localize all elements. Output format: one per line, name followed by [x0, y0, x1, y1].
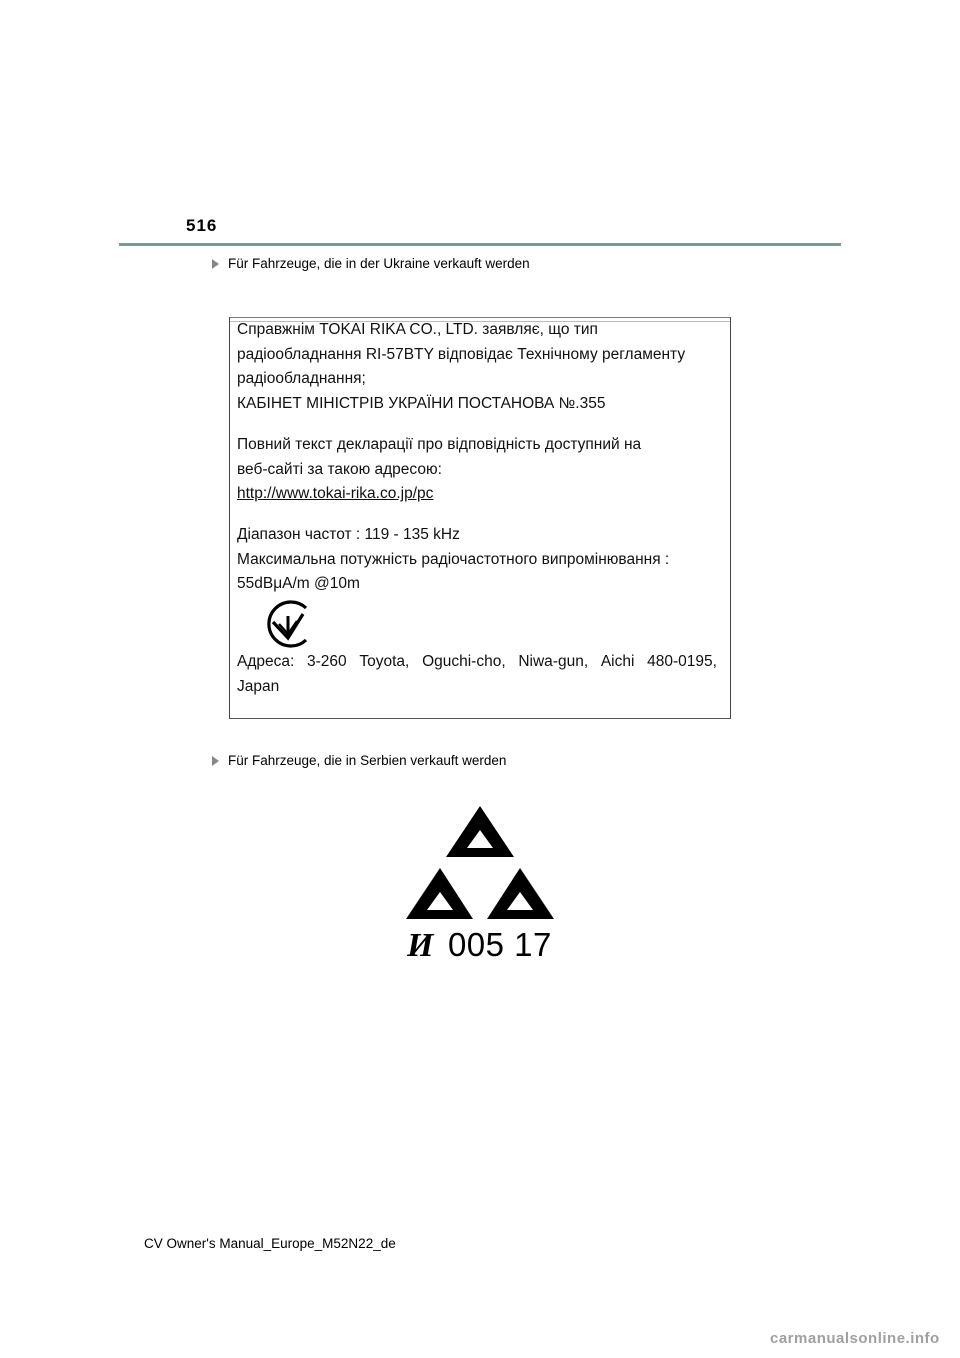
decl-line: КАБІНЕТ МІНІСТРІВ УКРАЇНИ ПОСТАНОВА №.355 — [237, 395, 606, 413]
address-word: Niwa-gun, — [518, 653, 589, 670]
ukraine-declaration-box — [229, 317, 731, 719]
address-word: Toyota, — [359, 653, 410, 670]
serbia-certificate-code — [407, 927, 552, 964]
footer-manual-id: CV Owner's Manual_Europe_M52N22_de — [144, 1236, 396, 1251]
address-line-2: Japan — [237, 677, 280, 695]
address-word: Oguchi-cho, — [422, 653, 506, 670]
decl-line: 55dBμA/m @10m — [237, 575, 360, 593]
watermark: carmanualsonline.info — [770, 1330, 940, 1347]
bullet-serbia-label: Für Fahrzeuge, die in Serbien verkauft werden — [228, 753, 507, 768]
bullet-ukraine — [212, 256, 530, 272]
address-line-1 — [237, 650, 717, 675]
header-rule — [119, 243, 841, 246]
declaration-link[interactable]: http://www.tokai-rika.co.jp/pc — [237, 485, 434, 503]
bullet-ukraine-label: Für Fahrzeuge, die in der Ukraine verkauft werden — [228, 256, 530, 271]
serbia-code-letter: И — [407, 927, 434, 964]
declaration-text — [237, 318, 725, 597]
decl-line: Справжнім TOKAI RIKA CO., LTD. заявляє, що тип — [237, 321, 598, 338]
decl-line: Діапазон частот : 119 - 135 kHz — [237, 525, 460, 543]
bullet-triangle-icon — [212, 756, 219, 766]
ukrsepro-conformity-mark-icon — [262, 598, 314, 650]
address-block — [237, 650, 717, 699]
decl-line: Максимальна потужність радіочастотного випромінювання : — [237, 550, 670, 568]
decl-line: радіообладнання RI-57BTY відповідає Технічному регламенту — [237, 345, 686, 363]
bullet-serbia — [212, 753, 506, 769]
address-word: 480-0195, — [647, 653, 717, 670]
address-word: Адреса: — [237, 653, 295, 670]
serbia-code-number: 005 17 — [447, 926, 552, 963]
decl-line: веб-сайті за такою адресою: — [237, 460, 442, 478]
page-number: 516 — [186, 216, 218, 235]
address-word: 3-260 — [307, 653, 347, 670]
decl-line: радіообладнання; — [237, 370, 366, 388]
address-word: Aichi — [600, 653, 635, 670]
bullet-triangle-icon — [212, 259, 219, 269]
decl-line: Повний текст декларації про відповідність доступний на — [237, 435, 642, 453]
